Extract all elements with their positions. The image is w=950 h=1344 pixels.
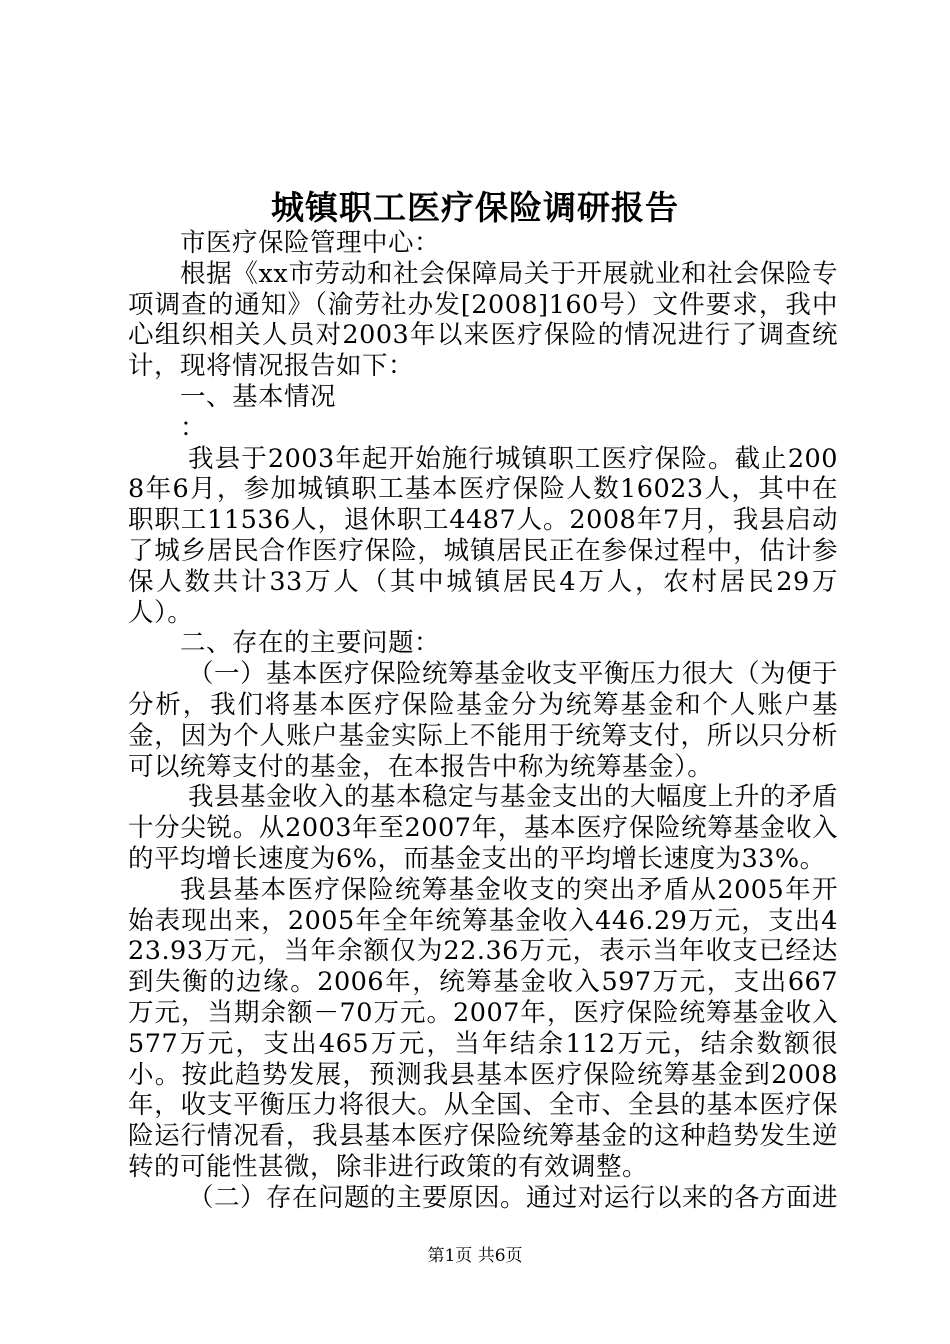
- paragraph-addressee: 市医疗保险管理中心：: [180, 228, 441, 258]
- paragraph-fund-contradiction: 我县基金收入的基本稳定与基金支出的大幅度上升的矛盾十分尖锐。从2003年至2007年，基本医疗保险统筹基金收入的平均增长速度为6%，而基金支出的平均增长速度为33%。: [128, 782, 839, 874]
- document-title: 城镇职工医疗保险调研报告: [271, 188, 679, 227]
- document-body: [128, 228, 838, 1214]
- paragraph-basic-situation: 我县于2003年起开始施行城镇职工医疗保险。截止2008年6月，参加城镇职工基本医疗保险人数16023人，其中在职职工11536人，退休职工4487人。2008年7月，我县启动了城乡居民合作医疗保险，城镇居民正在参保过程中，估计参保人数共计33万人（其中城镇居民4万人，农村居民29万人）。: [128, 443, 838, 628]
- paragraph-problem-two: （二）存在问题的主要原因。通过对运行以来的各方面进: [188, 1182, 839, 1213]
- paragraph-intro: 根据《xx市劳动和社会保障局关于开展就业和社会保险专项调查的通知》（渝劳社办发[2008]160号）文件要求，我中心组织相关人员对2003年以来医疗保险的情况进行了调查统计，现将情况报告如下：: [128, 258, 838, 382]
- page-number-footer: 第1页 共6页: [427, 1246, 523, 1266]
- paragraph-problem-one: （一）基本医疗保险统筹基金收支平衡压力很大（为便于分析，我们将基本医疗保险基金分为统筹基金和个人账户基金，因为个人账户基金实际上不能用于统筹支付，所以只分析可以统筹支付的基金，在本报告中称为统筹基金）。: [128, 659, 839, 782]
- section-heading-basic-situation: 一、基本情况: [180, 381, 337, 412]
- section-heading-main-problems: 二、存在的主要问题：: [180, 628, 441, 659]
- paragraph-colon: ：: [180, 412, 207, 443]
- paragraph-fund-details: 我县基本医疗保险统筹基金收支的突出矛盾从2005年开始表现出来，2005年全年统筹基金收入446.29万元，支出423.93万元，当年余额仅为22.36万元，表示当年收支已经达到失衡的边缘。2006年，统筹基金收入597万元，支出667万元，当期余额－70万元。2007年，医疗保险统筹基金收入577万元，支出465万元，当年结余112万元，结余数额很小。按此趋势发展，预测我县基本医疗保险统筹基金到2008年，收支平衡压力将很大。从全国、全市、全县的基本医疗保险运行情况看，我县基本医疗保险统筹基金的这种趋势发生逆转的可能性甚微，除非进行政策的有效调整。: [128, 874, 838, 1182]
